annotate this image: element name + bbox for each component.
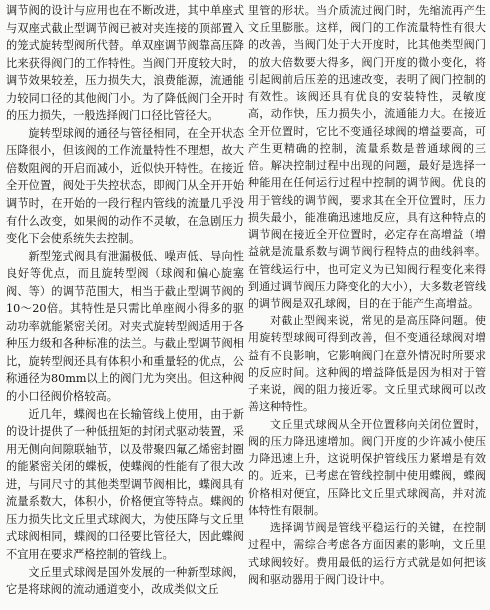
paragraph-venturi-ball-valve-continued: 里管的形状。当介质流过阀门时，先缩流再产生文丘里膨胀。这样，阀门的工作流量特性有很大的改善，当阀门处于大开度时，比其他类型阀门的放大倍数要大得多，阀门开度的微小变化，将引起阀前后压差的迅速改变，表明了阀门控制的有效性。该阀还具有优良的安装特性，灵敏度高，动作快，压力损失小，流通能力大。在接近全开位置时，它比不变通径球阀的增益要高，可产生更精确的控制，流量系数是普通球阀的三倍。解决控制过程中出现的问题，最好是选择一种能用在任何运行过程中控制的调节阀。优良的用于管线的调节阀，要求其在全开位置时，压力损失最小，能准确迅速地反应，具有这种特点的调节阀在接近全开位置时，必定存在高增益（增益就是流量系数与调节阀行程特点的曲线斜率。在管线运行中，也可定义为已知阀行程变化来得到通过调节阀压力降变化的大小），大多数老管线的调节阀是双孔球阀，目的在于能产生高增益。	[248, 4, 486, 310]
paragraph-butterfly-valve: 近几年，蝶阀也在长输管线上使用，由于新的设计提供了一种低扭矩的封闭式驱动装置，采用无侧向间隙联轴节，以及带聚四氟乙烯密封圈的能紧密关闭的蝶板，使蝶阀的性能有了很大改进，与同尺寸的其他类型调节阀相比，蝶阀具有流量系数大，体积小，价格便宜等特点。蝶阀的压力损失比文丘里式球阀大，为使压降与文丘里式球阀相同，蝶阀的口径要比管径大，因此蝶阀不宜用在要求严格控制的管线上。	[6, 407, 244, 561]
paragraph-cage-valve: 新型笼式阀具有泄漏极低、噪声低、导向性良好等优点，而且旋转型阀（球阀和偏心旋塞阀、等）的调节范围大，相当于截止型调节阀的10～20倍。其特性是只需比单座阀小得多的驱动功率就能紧密关闭。对夹式旋转型阀适用于各种压力级和各种标准的法兰。与截止型调节阀相比，旋转型阀还具有体积小和重量轻的优点，公称通径为80mm以上的阀门尤为突出。但这种阀的小口径阀价格较高。	[6, 249, 244, 404]
paragraph-valve-design-intro: 调节阀的设计与应用也在不断改进，其中单座式与双座式截止型调节阀已被对夹连接的顶部置入的笼式旋转型阀所代替。单双座调节阀靠高压降比来获得阀门的工作特性。当阀门开度较大时，调节效果较差，压力损失大，浪费能源，流通能力较同口径的其他阀门小。为了降低阀门全开时的压力损失，一般选择阀门口径比管径大。	[6, 4, 244, 123]
paragraph-rotary-ball-valve: 旋转型球阀的通径与管径相同，在全开状态压降很小，但该阀的工作流量特性不理想，故大倍数阻阀的开启而减小，近似快开特性。在接近全开位置，阀处于失控状态，即阀门从全开开始调节时，在开始的一段行程内管线的流量几乎没有什么改变，如果阀的动作不灵敏，在急剧压力变化下会使系统失去控制。	[6, 126, 244, 246]
paragraph-valve-selection-conclusion: 选择调节阀是管线平稳运行的关键，在控制过程中，需综合考虑各方面因素的影响，文丘里式球阀较好。费用最低的运行方式就是如何把该阀和驱动器用于阀门设计中。	[248, 521, 486, 586]
paragraph-globe-valve-pressure-drop: 对截止型阀来说，常见的是高压降问题。使用旋转型球阀可得到改善，但不变通径球阀对增益有不良影响，它影响阀门在意外情况时所要求的反应时间。这种阀的增益降低是因为相对于管子来说，阀的阻力接近零。文丘里式球阀可以改善这种特性。	[248, 314, 486, 414]
left-text-column	[6, 2, 244, 599]
right-text-column	[248, 2, 486, 588]
paragraph-venturi-ball-valve-start: 文丘里式球阀是国外发展的一种新型球阀，它是将球阀的流动通道变小，改成类似文丘	[6, 565, 244, 597]
paragraph-venturi-closing-behavior: 文丘里式球阀从全开位置移向关闭位置时，阀的压力降迅速增加。阀门开度的少许减小使压力降迅速上升，这说明保护管线压力紧增是有效的。近来，已考虑在管线控制中使用蝶阀，蝶阀价格相对便宜，压降比文丘里式球阀高，并对流体特性有限制。	[248, 417, 486, 517]
